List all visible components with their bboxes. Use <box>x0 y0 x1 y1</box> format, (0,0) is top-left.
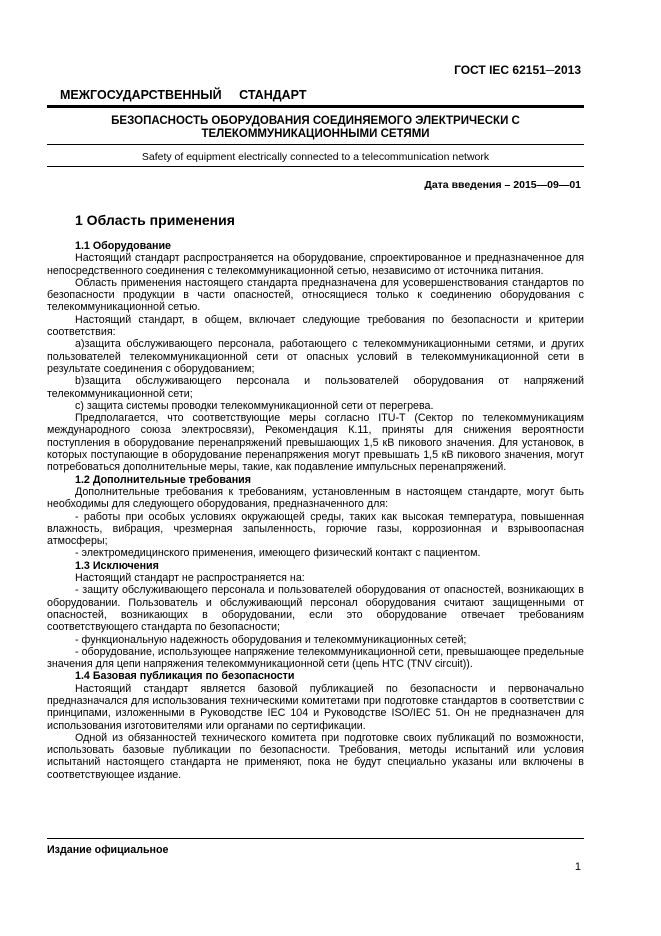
edition-label: Издание официальное <box>47 844 169 856</box>
document-title: БЕЗОПАСНОСТЬ ОБОРУДОВАНИЯ СОЕДИНЯЕМОГО ЭЛЕКТРИЧЕСКИ С ТЕЛЕКОММУНИКАЦИОННЫМИ СЕТЯМИ <box>111 115 520 140</box>
paragraph: - электромедицинского применения, имеющего физический контакт с пациентом. <box>75 547 481 560</box>
paragraph: - защиту обслуживающего персонала и пользователей оборудования от опасностей, возникающих в оборудовании. Пользователь и обслуживающий персонал оборудования считают защищенными от опасностей, возникающих в оборудовании, если это оборудование отвечает требованиям соответствующего стандарта по безопасности; <box>47 584 584 634</box>
subsection-heading: 1.4 Базовая публикация по безопасности <box>75 670 295 683</box>
paragraph: Область применения настоящего стандарта предназначена для усовершенствования стандартов по безопасности продукции в части опасностей, относящиеся только к соединению оборудования с телекоммуникационной сетью. <box>47 276 584 314</box>
standard-number: ГОСТ IEC 62151─2013 <box>454 63 581 77</box>
paragraph: с) защита системы проводки телекоммуникационной сети от перегрева. <box>75 399 434 412</box>
title-rule <box>47 144 584 145</box>
english-title: Safety of equipment electrically connected to a telecommunication network <box>141 151 490 163</box>
section-heading: 1 Область применения <box>75 212 235 228</box>
page-number: 1 <box>574 861 581 873</box>
paragraph: Одной из обязанностей технического комитета при подготовке своих публикаций по возможности, использовать базовые публикации по безопасности. Требования, методы испытаний или условия испытаний настоящего стандарта не применяют, пока не будут специально указаны или включены в соответствующее издание. <box>47 731 584 781</box>
paragraph: Настоящий стандарт распространяется на оборудование, спроектированное и предназначенное для непосредственного соединения с телекоммуникационной сетью, независимо от источника питания. <box>47 252 584 277</box>
interstate-standard-label: МЕЖГОСУДАРСТВЕННЫЙ СТАНДАРТ <box>60 88 307 102</box>
paragraph: - работы при особых условиях окружающей среды, таких как высокая температура, повышенная влажность, вибрация, чрезмерная запыленность, горючие газы, коррозионная и взрывоопасная атмосферы; <box>47 510 584 548</box>
subsection-heading: 1.2 Дополнительные требования <box>75 473 251 486</box>
subsection-heading: 1.3 Исключения <box>75 559 159 572</box>
subsection-heading: 1.1 Оборудование <box>75 240 171 252</box>
paragraph: - оборудование, использующее напряжение телекоммуникационной сети, превышающее предельные значения для цепи напряжения телекоммуникационной сети (цепь НТС (TNV circuit)). <box>47 645 584 671</box>
footer-rule <box>47 838 584 839</box>
paragraph: Настоящий стандарт является базовой публикацией по безопасности и первоначально предназначался для использования техническими комитетами при подготовке стандартов в соответствии с принципами, изложенными в Руководстве IEC 104 и Руководстве ISO/IEC 51. Он не предназначен для использования изготовителями или органами по сертификации. <box>47 682 584 732</box>
paragraph: Предполагается, что соответствующие меры согласно ITU-T (Сектор по телекоммуникациям международного союза электросвязи), Рекомендация К.11, приняты для снижения вероятности поступления в оборудование перенапряжений превышающих 1,5 кВ пикового значения. Для установок, в которых поступающие в оборудование перенапряжения могут превышать 1,5 кВ пикового значения, могут потребоваться дополнительные меры, такие, как подавление импульсных перенапряжений. <box>47 412 584 474</box>
paragraph: Настоящий стандарт, в общем, включает следующие требования по безопасности и критерии соответствия: <box>47 313 584 339</box>
header-rule-thick <box>47 105 584 108</box>
section-body <box>47 240 584 781</box>
paragraph: Настоящий стандарт не распространяется на: <box>75 572 305 585</box>
paragraph: - функциональную надежность оборудования и телекоммуникационных сетей; <box>75 633 467 646</box>
introduction-date: Дата введения – 2015—09—01 <box>424 179 581 191</box>
subtitle-rule <box>47 166 584 167</box>
paragraph: а)защита обслуживающего персонала, работающего с телекоммуникационными сетями, и других пользователей телекоммуникационной сети от опасных условий в телекоммуникационной сети в результате соединения с оборудованием; <box>47 338 584 375</box>
paragraph: Дополнительные требования к требованиям, установленным в настоящем стандарте, могут быть необходимы для следующего оборудования, предназначенного для: <box>47 485 584 511</box>
paragraph: b)защита обслуживающего персонала и пользователей оборудования от напряжений телекоммуникационной сети; <box>47 375 584 400</box>
